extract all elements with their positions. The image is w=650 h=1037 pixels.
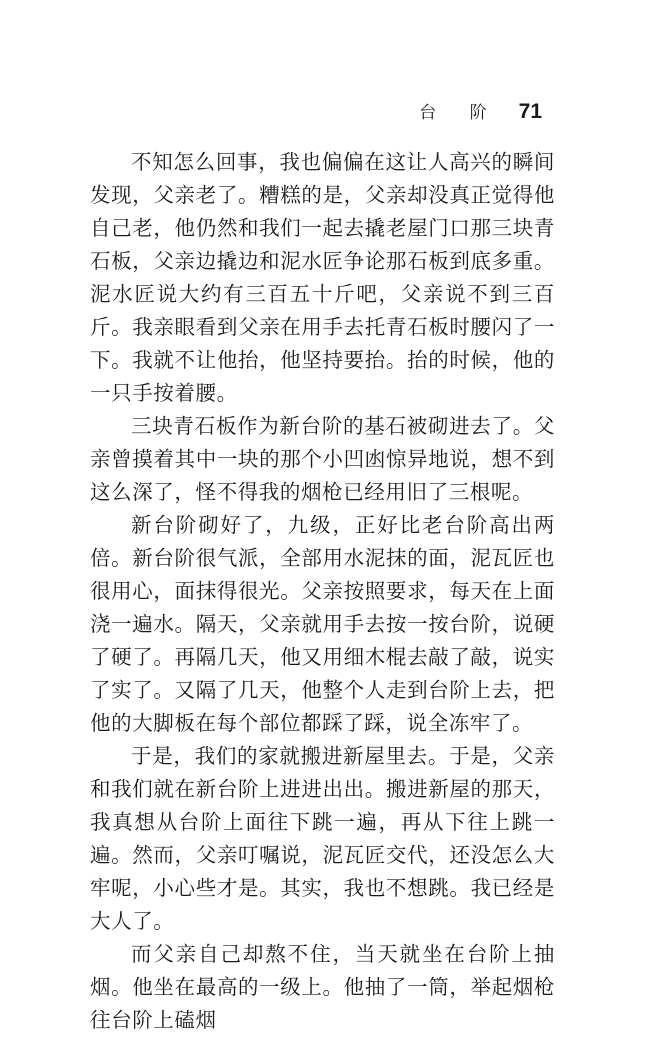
page-number: 71 [518, 100, 542, 123]
paragraph-3: 新台阶砌好了，九级，正好比老台阶高出两倍。新台阶很气派，全部用水泥抹的面，泥瓦匠也很用心，面抹得很光。父亲按照要求，每天在上面浇一遍水。隔天，父亲就用手去按一按台阶，说硬了硬了。再隔几天，他又用细木棍去敲了敲，说实了实了。又隔了几天，他整个人走到台阶上去，把他的大脚板在每个部位都踩了踩，说全冻牢了。 [90, 513, 555, 735]
running-header [419, 98, 542, 124]
paragraph-1: 不知怎么回事，我也偏偏在这让人高兴的瞬间发现，父亲老了。糟糕的是，父亲却没真正觉得他自己老，他仍然和我们一起去撬老屋门口那三块青石板，父亲边撬边和泥水匠争论那石板到底多重。泥水匠说大约有三百五十斤吧，父亲说不到三百斤。我亲眼看到父亲在用手去托青石板时腰闪了一下。我就不让他抬，他坚持要抬。抬的时候，他的一只手按着腰。 [90, 150, 555, 405]
paragraph-5: 而父亲自己却熬不住，当天就坐在台阶上抽烟。他坐在最高的一级上。他抽了一筒，举起烟枪往台阶上磕烟 [90, 942, 555, 1032]
paragraph-2: 三块青石板作为新台阶的基石被砌进去了。父亲曾摸着其中一块的那个小凹凼惊异地说，想不到这么深了，怪不得我的烟枪已经用旧了三根呢。 [90, 414, 555, 504]
body-text [90, 146, 555, 1037]
chapter-title: 台 阶 [419, 103, 501, 123]
paragraph-4: 于是，我们的家就搬进新屋里去。于是，父亲和我们就在新台阶上进进出出。搬进新屋的那天，我真想从台阶上面往下跳一遍，再从下往上跳一遍。然而，父亲叮嘱说，泥瓦匠交代，还没怎么大牢呢，小心些才是。其实，我也不想跳。我已经是大人了。 [90, 744, 555, 933]
